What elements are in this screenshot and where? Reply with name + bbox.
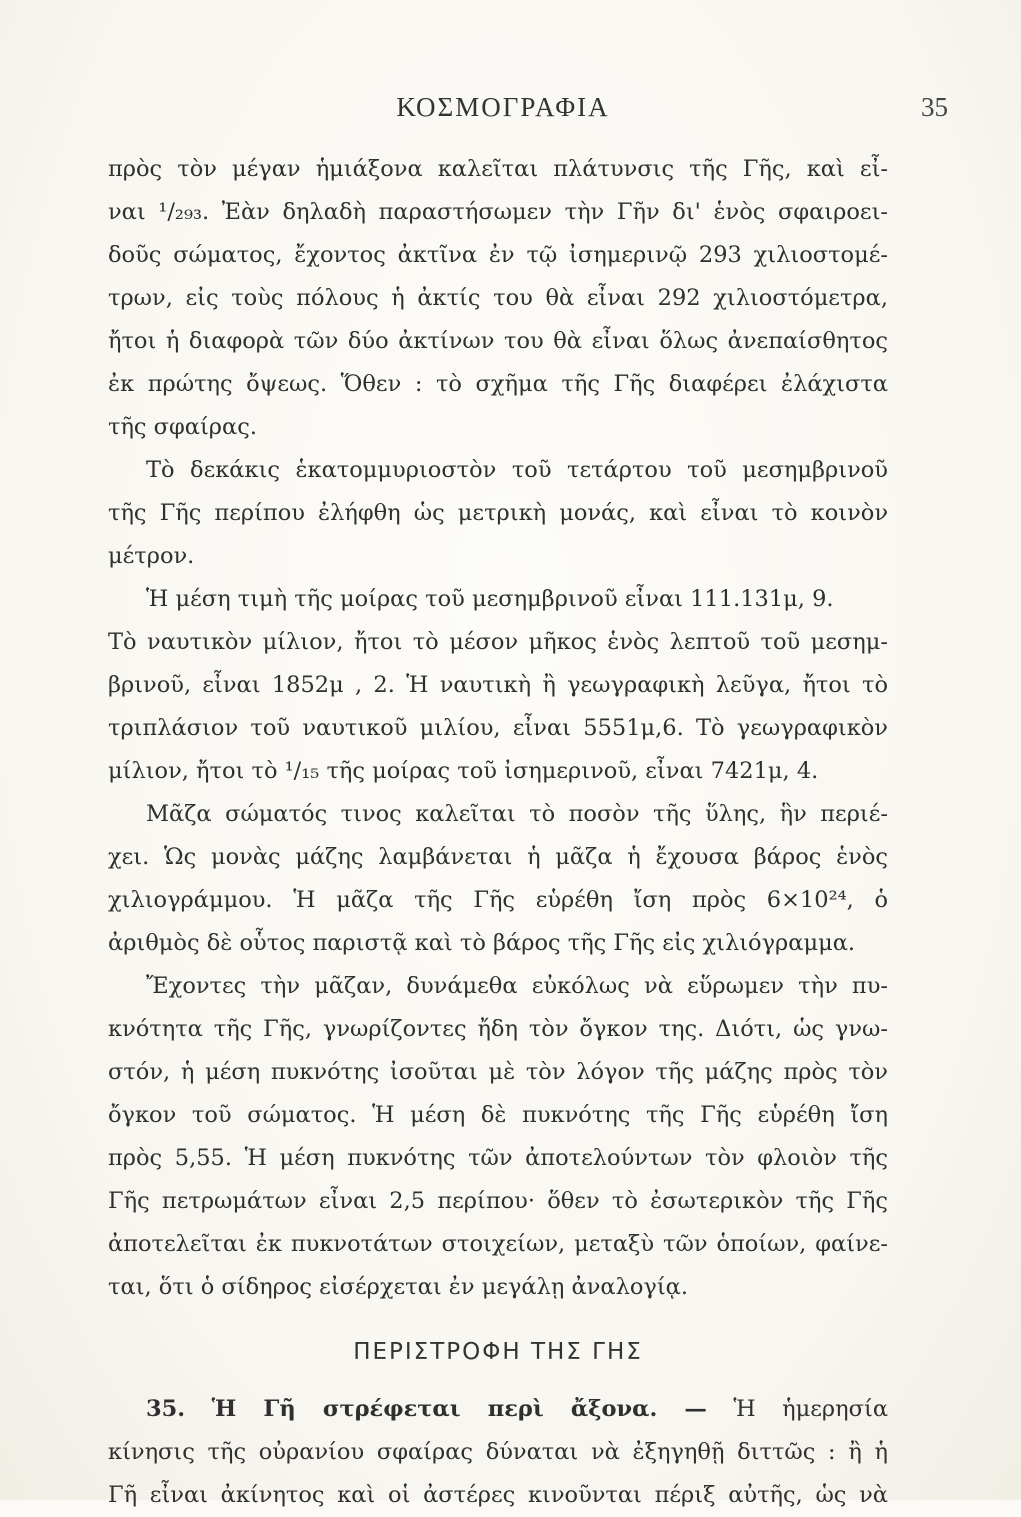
text-line: κνότητα τῆς Γῆς, γνωρίζοντες ἤδη τὸν ὄγκον της. Διότι, ὡς γνω- bbox=[108, 1016, 888, 1042]
paragraph bbox=[108, 965, 888, 1309]
text-line: βρινοῦ, εἶναι 1852μ , 2. Ἡ ναυτικὴ ἢ γεωγραφικὴ λεῦγα, ἤτοι τὸ bbox=[108, 672, 888, 698]
paragraph bbox=[108, 449, 888, 578]
text-line: μέτρον. bbox=[108, 543, 195, 569]
paragraph bbox=[108, 148, 888, 449]
text-line: τῆς σφαίρας. bbox=[108, 414, 257, 440]
text-line: μίλιον, ἤτοι τὸ ¹/₁₅ τῆς μοίρας τοῦ ἰσημερινοῦ, εἶναι 7421μ, 4. bbox=[108, 758, 819, 784]
article bbox=[108, 1388, 888, 1517]
text-line: τρων, εἰς τοὺς πόλους ἡ ἀκτίς του θὰ εἶναι 292 χιλιοστόμετρα, bbox=[108, 285, 888, 311]
text-line: Μᾶζα σώματός τινος καλεῖται τὸ ποσὸν τῆς ὕλης, ἣν περιέ- bbox=[146, 801, 888, 827]
text-line: ἀριθμὸς δὲ οὗτος παριστᾷ καὶ τὸ βάρος τῆς Γῆς εἰς χιλιόγραμμα. bbox=[108, 930, 856, 956]
text-line: Γῆς πετρωμάτων εἶναι 2,5 περίπου· ὅθεν τὸ ἐσωτερικὸν τῆς Γῆς bbox=[108, 1188, 888, 1214]
section-heading: ΠΕΡΙΣΤΡΟΦΗ ΤΗΣ ΓΗΣ bbox=[353, 1339, 643, 1365]
paragraph bbox=[108, 793, 888, 965]
text-line: δοῦς σώματος, ἔχοντος ἀκτῖνα ἐν τῷ ἰσημερινῷ 293 χιλιοστομέ- bbox=[108, 242, 888, 268]
paragraph bbox=[108, 578, 888, 793]
article-number: 35. bbox=[146, 1396, 186, 1422]
text-line: ται, ὅτι ὁ σίδηρος εἰσέρχεται ἐν μεγάλῃ ἀναλογίᾳ. bbox=[108, 1274, 689, 1300]
body-text bbox=[108, 148, 888, 1517]
article-title: Ἡ Γῆ στρέφεται περὶ ἄξονα. — bbox=[211, 1396, 707, 1422]
text-line: Ἔχοντες τὴν μᾶζαν, δυνάμεθα εὐκόλως νὰ εὕρωμεν τὴν πυ- bbox=[146, 973, 888, 999]
text-line: χει. Ὡς μονὰς μάζης λαμβάνεται ἡ μᾶζα ἡ ἔχουσα βάρος ἑνὸς bbox=[108, 844, 888, 870]
text-line: Γῆ εἶναι ἀκίνητος καὶ οἱ ἀστέρες κινοῦνται πέριξ αὐτῆς, ὡς νὰ bbox=[108, 1482, 888, 1508]
text-line: ἀποτελεῖται ἐκ πυκνοτάτων στοιχείων, μεταξὺ τῶν ὁποίων, φαίνε- bbox=[108, 1231, 888, 1257]
text-line: Τὸ δεκάκις ἑκατομμυριοστὸν τοῦ τετάρτου τοῦ μεσημβρινοῦ bbox=[146, 457, 888, 483]
text-line: ἐκ πρώτης ὄψεως. Ὅθεν : τὸ σχῆμα τῆς Γῆς διαφέρει ἐλάχιστα bbox=[108, 371, 888, 397]
text-line: Τὸ ναυτικὸν μίλιον, ἤτοι τὸ μέσον μῆκος ἑνὸς λεπτοῦ τοῦ μεσημ- bbox=[108, 629, 888, 655]
text-line: πρὸς 5,55. Ἡ μέση πυκνότης τῶν ἀποτελούντων τὸν φλοιὸν τῆς bbox=[108, 1145, 888, 1171]
text-line: τριπλάσιον τοῦ ναυτικοῦ μιλίου, εἶναι 5551μ,6. Τὸ γεωγραφικὸν bbox=[108, 715, 888, 741]
text-line: στόν, ἡ μέση πυκνότης ἰσοῦται μὲ τὸν λόγον τῆς μάζης πρὸς τὸν bbox=[108, 1059, 888, 1085]
text-line: ναι ¹/₂₉₃. Ἐὰν δηλαδὴ παραστήσωμεν τὴν Γῆν δι' ἑνὸς σφαιροει- bbox=[108, 199, 888, 225]
text-line: Ἡ μέση τιμὴ τῆς μοίρας τοῦ μεσημβρινοῦ εἶναι 111.131μ, 9. bbox=[146, 586, 834, 612]
text-line: τῆς Γῆς περίπου ἐλήφθη ὡς μετρικὴ μονάς, καὶ εἶναι τὸ κοινὸν bbox=[108, 500, 888, 526]
text-line: πρὸς τὸν μέγαν ἡμιάξονα καλεῖται πλάτυνσις τῆς Γῆς, καὶ εἶ- bbox=[108, 156, 888, 182]
text-line: ὄγκον τοῦ σώματος. Ἡ μέση δὲ πυκνότης τῆς Γῆς εὑρέθη ἴση bbox=[108, 1102, 888, 1128]
text-line: κίνησις τῆς οὐρανίου σφαίρας δύναται νὰ ἐξηγηθῇ διττῶς : ἢ ἡ bbox=[108, 1439, 888, 1465]
text-line: ἤτοι ἡ διαφορὰ τῶν δύο ἀκτίνων του θὰ εἶναι ὅλως ἀνεπαίσθητος bbox=[108, 328, 888, 354]
article-first-line bbox=[108, 1388, 888, 1431]
page-header bbox=[108, 92, 948, 132]
article-first-line-text: Ἡ ἡμερησία bbox=[733, 1396, 889, 1422]
running-title: ΚΟΣΜΟΓΡΑΦΙΑ bbox=[396, 92, 610, 122]
text-line: χιλιογράμμου. Ἡ μᾶζα τῆς Γῆς εὑρέθη ἴση πρὸς 6×10²⁴, ὁ bbox=[108, 887, 888, 913]
page-number: 35 bbox=[921, 92, 948, 122]
